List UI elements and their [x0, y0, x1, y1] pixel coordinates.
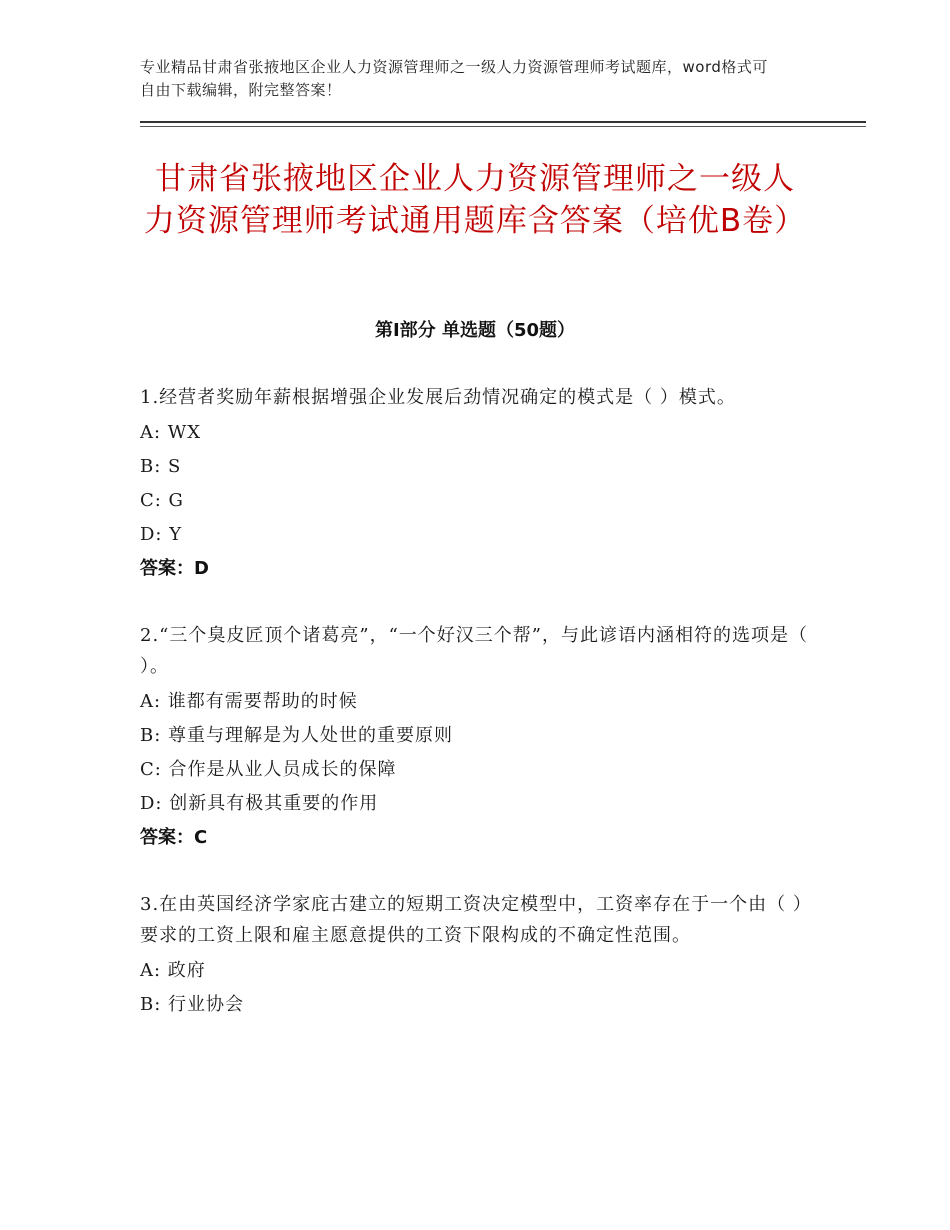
question-text: 1.经营者奖励年薪根据增强企业发展后劲情况确定的模式是（ ）模式。	[140, 387, 736, 408]
option-c: C: G	[140, 490, 184, 511]
option-a: A: WX	[140, 422, 202, 443]
answer-label: 答案：C	[140, 827, 208, 848]
question-list	[140, 382, 810, 1056]
answer-label: 答案：D	[140, 558, 209, 579]
header-divider-thick	[140, 121, 866, 123]
option-d: D: Y	[140, 524, 183, 545]
option-a: A: 政府	[140, 960, 206, 981]
option-d: D: 创新具有极其重要的作用	[140, 793, 379, 814]
option-a: A: 谁都有需要帮助的时候	[140, 691, 358, 712]
option-c: C: 合作是从业人员成长的保障	[140, 759, 397, 780]
question-text: 3.在由英国经济学家庇古建立的短期工资决定模型中，工资率存在于一个由（ ）要求的工资上限和雇主愿意提供的工资下限构成的不确定性范围。	[140, 894, 803, 946]
header-note: 专业精品甘肃省张掖地区企业人力资源管理师之一级人力资源管理师考试题库，word格式可自由下载编辑，附完整答案！	[140, 58, 768, 99]
option-b: B: 尊重与理解是为人处世的重要原则	[140, 725, 454, 746]
option-b: B: S	[140, 456, 182, 477]
option-b: B: 行业协会	[140, 994, 245, 1015]
question-3	[140, 889, 810, 1022]
section-title: 第Ⅰ部分 单选题（50题）	[374, 320, 575, 341]
question-text: 2.“三个臭皮匠顶个诸葛亮”，“一个好汉三个帮”，与此谚语内涵相符的选项是（ ）。	[140, 625, 808, 677]
question-1	[140, 382, 810, 586]
document-title: 甘肃省张掖地区企业人力资源管理师之一级人力资源管理师考试通用题库含答案（培优B卷）	[143, 161, 807, 239]
question-2	[140, 620, 810, 855]
header-divider-thin	[140, 126, 866, 127]
